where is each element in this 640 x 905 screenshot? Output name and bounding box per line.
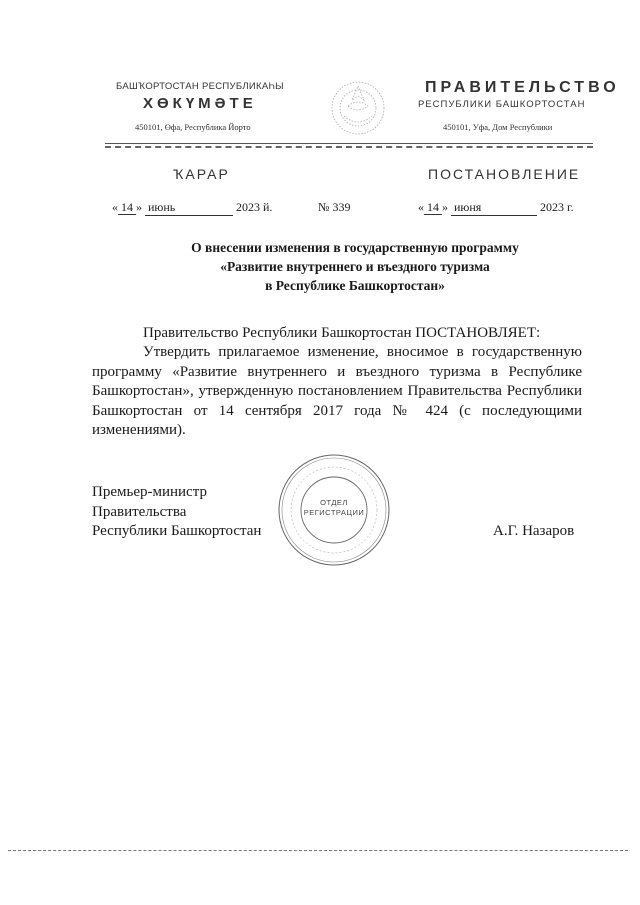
date-right-day: 14 — [424, 200, 442, 215]
stamp-center-line-2: РЕГИСТРАЦИИ — [303, 508, 365, 517]
page-bottom-rule — [8, 850, 628, 851]
doc-number: № 339 — [318, 200, 351, 214]
date-left-day: 14 — [118, 200, 136, 215]
signature-position-line-3: Республики Башкортостан — [92, 523, 262, 539]
header-rule-top — [105, 143, 593, 144]
title-line-1: О внесении изменения в государственную программу — [191, 240, 519, 255]
date-left-month: июнь — [145, 200, 233, 216]
doc-kind-right: ПОСТАНОВЛЕНИЕ — [428, 166, 581, 182]
stamp-center-line-1: ОТДЕЛ — [320, 498, 348, 507]
doc-kind-left: ҠАРАР — [173, 166, 230, 182]
body-paragraph: Утвердить прилагаемое изменение, вносимое в государственную программу «Развитие внутреннего и въездного туризма в Республике Башкортостан», утвержденную постановлением Правительства Республики Башкортостан от 14 сентября 2017 года № 424 (с последующими изменениями). — [92, 344, 582, 438]
date-right-year: 2023 г. — [540, 200, 574, 214]
header-left-republic: БАШҠОРТОСТАН РЕСПУБЛИКАҺЫ — [116, 81, 284, 92]
date-left-year: 2023 й. — [236, 200, 273, 214]
signatory-name: А.Г. Назаров — [493, 523, 575, 539]
stamp-center-text — [276, 498, 392, 518]
title-line-3: в Республике Башкортостан» — [265, 278, 445, 293]
signature-position — [92, 483, 261, 542]
signature-position-line-1: Премьер-министр — [92, 484, 207, 500]
signature-position-line-2: Правительства — [92, 503, 187, 520]
header-right-republic: РЕСПУБЛИКИ БАШКОРТОСТАН — [418, 99, 586, 110]
header-right-address: 450101, Уфа, Дом Республики — [443, 122, 553, 132]
registration-stamp — [276, 452, 392, 568]
title-line-2: «Развитие внутреннего и въездного туризма — [220, 259, 490, 274]
header-rule-bottom — [105, 146, 593, 148]
date-right-month: июня — [451, 200, 537, 216]
header-left-address: 450101, Өфа, Республика Йорто — [135, 122, 251, 132]
header-right-government: ПРАВИТЕЛЬСТВО — [425, 79, 620, 96]
body-intro: Правительство Республики Башкортостан ПОСТАНОВЛЯЕТ: — [143, 325, 541, 341]
date-right: « 14 » июня 2023 г. — [418, 200, 574, 214]
header-left-government: ХӨКҮМӘТЕ — [143, 95, 257, 112]
document-title — [120, 238, 590, 295]
coat-of-arms-icon — [326, 76, 390, 140]
date-left: « 14 » июнь 2023 й. — [112, 200, 273, 214]
